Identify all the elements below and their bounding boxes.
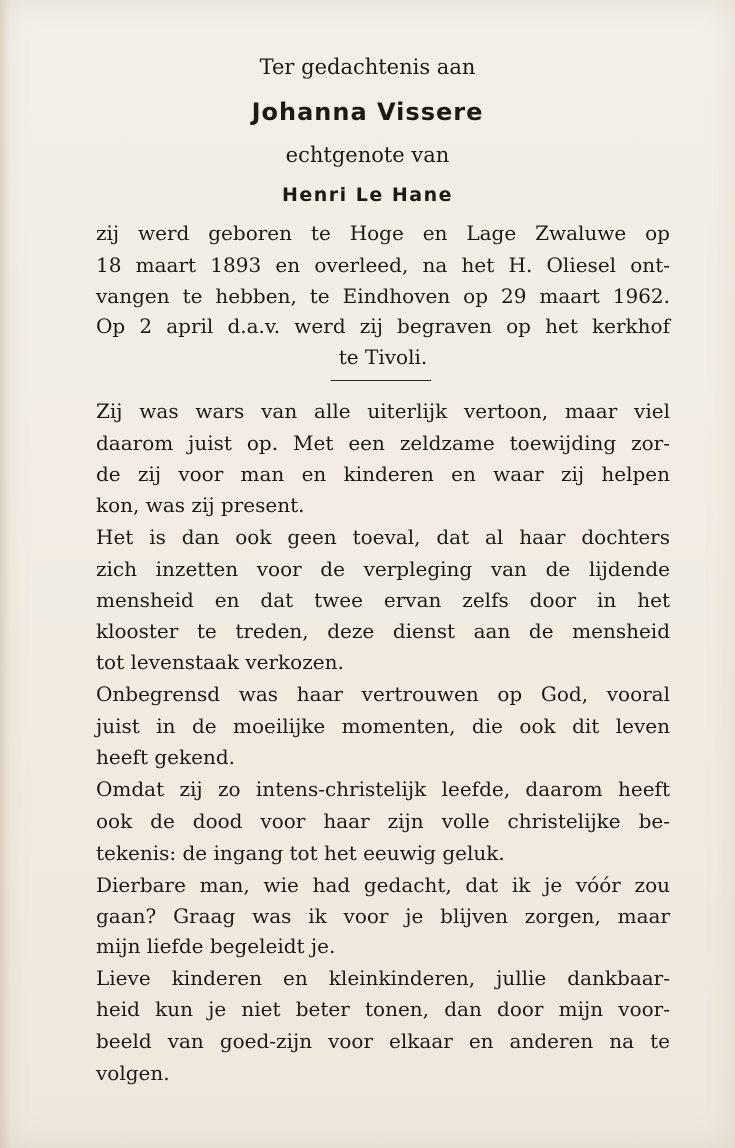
spouse-name: Henri Le Hane <box>281 184 454 206</box>
deceased-name: Johanna Vissere <box>251 98 484 126</box>
text-line: heeft gekend. <box>96 745 235 769</box>
text-line: juist in de moeilijke momenten, die ook dit leven <box>96 714 670 738</box>
text-line: beeld van goed-zijn voor elkaar en anderen na te <box>96 1029 670 1053</box>
spouse-intro: echtgenote van <box>285 143 450 167</box>
text-line: ook de dood voor haar zijn volle christelijke be- <box>96 809 670 833</box>
memorial-intro: Ter gedachtenis aan <box>259 55 476 79</box>
biography-line: zij werd geboren te Hoge en Lage Zwaluwe op <box>96 221 670 245</box>
text-line: daarom juist op. Met een zeldzame toewijding zor- <box>96 431 670 455</box>
text-line: klooster te treden, deze dienst aan de mensheid <box>96 619 670 643</box>
text-line: Lieve kinderen en kleinkinderen, jullie dankbaar- <box>96 966 670 990</box>
text-line: mensheid en dat twee ervan zelfs door in het <box>96 588 670 612</box>
divider-rule <box>331 380 431 381</box>
biography-line: te Tivoli. <box>338 345 428 369</box>
text-line: tekenis: de ingang tot het eeuwig geluk. <box>96 841 505 865</box>
text-line: zich inzetten voor de verpleging van de lijdende <box>96 557 670 581</box>
text-line: kon, was zij present. <box>96 493 305 517</box>
text-line: volgen. <box>96 1061 170 1085</box>
text-line: Omdat zij zo intens-christelijk leefde, daarom heeft <box>96 777 670 801</box>
text-line: tot levenstaak verkozen. <box>96 650 344 674</box>
biography-line: vangen te hebben, te Eindhoven op 29 maart 1962. <box>96 284 670 308</box>
biography-line: 18 maart 1893 en overleed, na het H. Oliesel ont- <box>96 253 670 277</box>
text-line: mijn liefde begeleidt je. <box>96 934 336 958</box>
text-line: de zij voor man en kinderen en waar zij helpen <box>96 462 670 486</box>
text-line: Dierbare man, wie had gedacht, dat ik je vóór zou <box>96 873 670 897</box>
text-line: heid kun je niet beter tonen, dan door mijn voor- <box>96 997 670 1021</box>
text-line: Het is dan ook geen toeval, dat al haar dochters <box>96 525 670 549</box>
biography-line: Op 2 april d.a.v. werd zij begraven op het kerkhof <box>96 314 670 338</box>
card-edge-shadow <box>0 0 10 1148</box>
text-line: Onbegrensd was haar vertrouwen op God, vooral <box>96 682 670 706</box>
text-line: Zij was wars van alle uiterlijk vertoon, maar viel <box>96 399 670 423</box>
text-line: gaan? Graag was ik voor je blijven zorgen, maar <box>96 904 670 928</box>
